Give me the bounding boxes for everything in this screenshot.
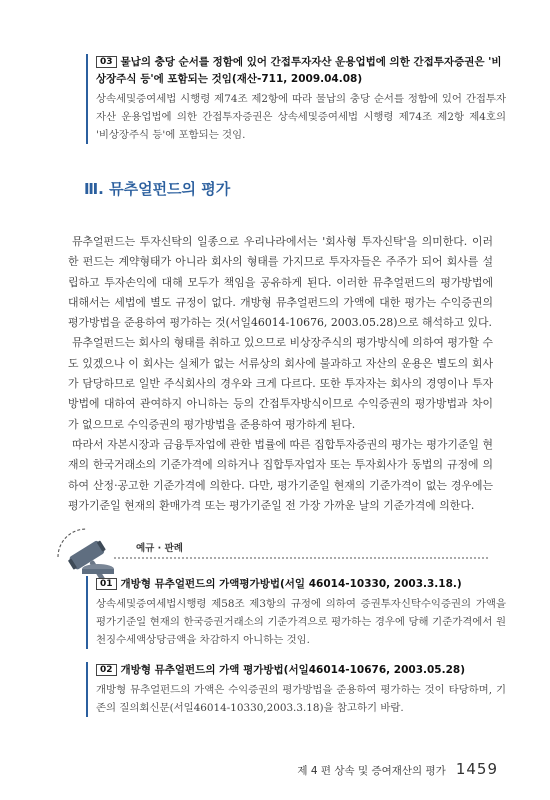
page-number: 1459 xyxy=(455,760,498,778)
example-item-02 xyxy=(86,662,506,717)
example-number-badge: 01 xyxy=(96,578,117,590)
paragraph: 뮤추얼펀드는 회사의 형태를 취하고 있으므로 비상장주식의 평가방식에 의하여 평가할 수도 있겠으나 이 회사는 실체가 없는 서류상의 회사에 불과하고 자산의 운용은 별도의 회사가 담당하므로 일반 주식회사의 경우와 크게 다르다. 또한 투자자는 회사의 경영이나 투자방법에 대하여 관여하지 아니하는 등의 간접투자방식이므로 수익증권의 평가방법과 차이가 없으므로 수익증권의 평가방법을 준용하여 평가하게 된다. xyxy=(68,336,493,431)
examples-label: 예규 · 판례 xyxy=(136,543,183,554)
chapter-label: 제 4 편 상속 및 증여재산의 평가 xyxy=(297,765,446,777)
ruling-body: 상속세및증여세법 시행령 제74조 제2항에 따라 물납의 충당 순서를 정함에 있어 간접투자자산 운용업법에 의한 간접투자증권은 상속세및증여세법 시행령 제74조 제2항 제4호의 '비상장주식 등'에 포함되는 것임. xyxy=(96,93,506,141)
example-title xyxy=(96,662,506,679)
example-item-01 xyxy=(86,576,506,649)
paragraph: 따라서 자본시장과 금융투자업에 관한 법률에 따른 집합투자증권의 평가는 평가기준일 현재의 한국거래소의 기준가격에 의하거나 집합투자업자 또는 투자회사가 동법의 규정에 의하여 산정·공고한 기준가격에 의한다. 다만, 평가기준일 현재의 기준가격이 없는 경우에는 평가기준일 현재의 환매가격 또는 평가기준일 전 가장 가까운 날의 기준가격에 의한다. xyxy=(68,437,493,512)
example-body: 상속세및증여세법시행령 제58조 제3항의 규정에 의하여 증권투자신탁수익증권의 가액을 평가기준일 현재의 한국증권거래소의 기준가격으로 평가하는 경우에 당해 기준가격에서 원천징수세액상당금액을 차감하지 아니하는 것임. xyxy=(96,598,506,646)
section-heading: Ⅲ. 뮤추얼펀드의 평가 xyxy=(84,180,231,198)
ruling-title-text: 물납의 충당 순서를 정함에 있어 간접투자자산 운용업법에 의한 간접투자증권은 '비상장주식 등'에 포함되는 것임(재산-711, 2009.04.08) xyxy=(96,56,502,85)
example-title-text: 개방형 뮤추얼펀드의 가액평가방법(서일 46014-10330, 2003.3.18.) xyxy=(120,578,462,590)
example-number-badge: 02 xyxy=(96,664,117,676)
example-title-text: 개방형 뮤추얼펀드의 가액 평가방법(서일46014-10676, 2003.05.28) xyxy=(120,664,466,676)
body-text xyxy=(68,232,493,516)
ruling-number-badge: 03 xyxy=(96,56,117,68)
example-title xyxy=(96,576,506,593)
paragraph: 뮤추얼펀드는 투자신탁의 일종으로 우리나라에서는 '회사형 투자신탁'을 의미한다. 이러한 펀드는 계약형태가 아니라 회사의 형태를 가지므로 투자자들은 주주가 되어 회사를 설립하고 투자손익에 대해 모두가 책임을 공유하게 된다. 이러한 뮤추얼펀드의 평가방법에 대해서는 세법에 별도 규정이 없다. 개방형 뮤추얼펀드의 가액에 대한 평가는 수익증권의 평가방법을 준용하여 평가하는 것(서일46014-10676, 2003.05.28)으로 해석하고 있다. xyxy=(68,235,493,330)
ruling-block-03 xyxy=(86,54,506,144)
ruling-title xyxy=(96,54,506,88)
example-body: 개방형 뮤추얼펀드의 가액은 수익증권의 평가방법을 준용하여 평가하는 것이 타당하며, 기존의 질의회신문(서일46014-10330,2003.3.18)을 참고하기 바람. xyxy=(96,684,506,714)
page-footer xyxy=(297,760,498,778)
